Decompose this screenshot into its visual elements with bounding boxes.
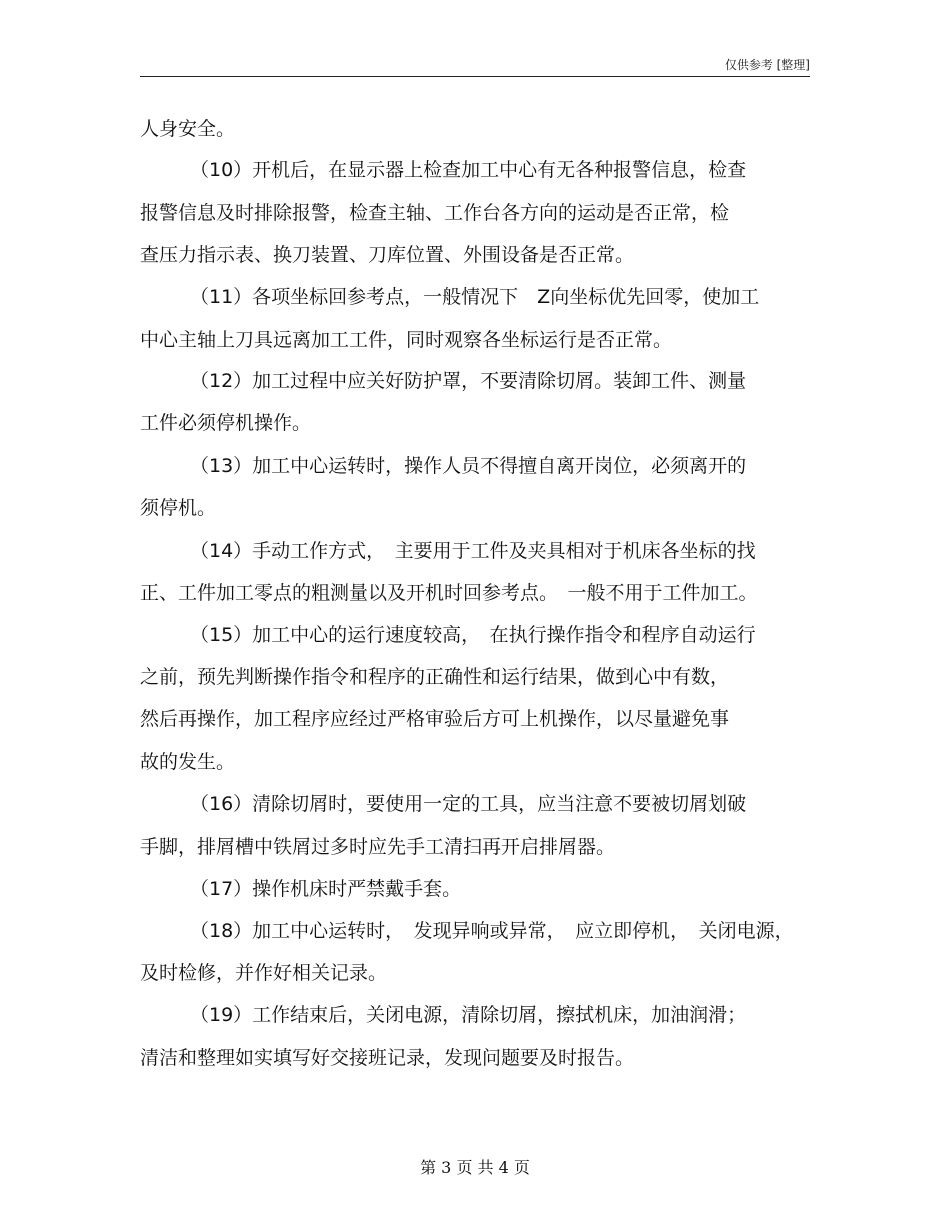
text-line: （16）清除切屑时，要使用一定的工具，应当注意不要被切屑划破 xyxy=(190,793,747,815)
text-line: （11）各项坐标回参考点，一般情况下 Z向坐标优先回零，使加工 xyxy=(190,286,760,308)
text-line: （19）工作结束后，关闭电源，清除切屑，擦拭机床，加油润滑； xyxy=(190,1004,747,1026)
text-line: 故的发生。 xyxy=(140,751,236,773)
text-line: （14）手动工作方式， 主要用于工件及夹具相对于机床各坐标的找 xyxy=(190,540,756,562)
text-line: 清洁和整理如实填写好交接班记录，发现问题要及时报告。 xyxy=(140,1047,635,1069)
text-line: 报警信息及时排除报警，检查主轴、工作台各方向的运动是否正常，检 xyxy=(140,202,730,224)
text-line: 手脚，排屑槽中铁屑过多时应先手工清扫再开启排屑器。 xyxy=(140,836,616,858)
text-line: 人身安全。 xyxy=(140,118,236,140)
text-line: （15）加工中心的运行速度较高， 在执行操作指令和程序自动运行 xyxy=(190,624,756,646)
text-line: 查压力指示表、换刀装置、刀库位置、外围设备是否正常。 xyxy=(140,244,635,266)
text-line: （12）加工过程中应关好防护罩，不要清除切屑。装卸工件、测量 xyxy=(190,370,747,392)
text-line: 须停机。 xyxy=(140,497,217,519)
text-line: （18）加工中心运转时， 发现异响或异常， 应立即停机， 关闭电源， xyxy=(190,920,794,942)
text-line: 正、工件加工零点的粗测量以及开机时回参考点。 一般不用于工件加工。 xyxy=(140,582,758,604)
text-line: （13）加工中心运转时，操作人员不得擅自离开岗位，必须离开的 xyxy=(190,455,747,477)
header-text: 仅供参考 [整理] xyxy=(724,58,810,72)
text-line: 然后再操作，加工程序应经过严格审验后方可上机操作，以尽量避免事 xyxy=(140,708,730,730)
page-footer: 第 3 页 共 4 页 xyxy=(420,1158,530,1177)
text-line: （10）开机后，在显示器上检查加工中心有无各种报警信息，检查 xyxy=(190,159,747,181)
page-header xyxy=(140,54,810,77)
text-line: 工件必须停机操作。 xyxy=(140,412,312,434)
text-line: 之前，预先判断操作指令和程序的正确性和运行结果，做到心中有数， xyxy=(140,666,730,688)
text-line: 及时检修，并作好相关记录。 xyxy=(140,962,388,984)
text-line: 中心主轴上刀具远离加工工件，同时观察各坐标运行是否正常。 xyxy=(140,329,673,351)
text-line: （17）操作机床时严禁戴手套。 xyxy=(190,878,462,900)
